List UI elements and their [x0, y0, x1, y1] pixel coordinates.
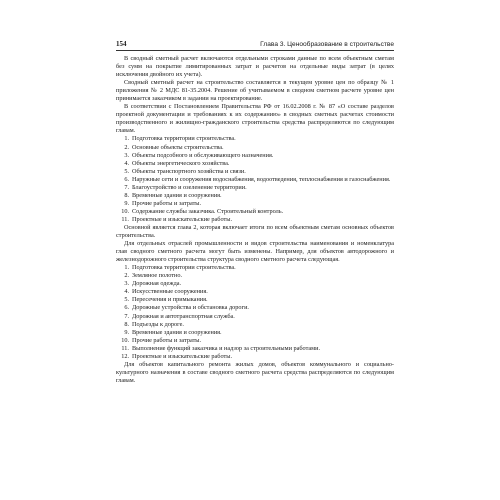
- chapter-title: Глава 3. Ценообразование в строительстве: [260, 41, 394, 48]
- list-item-number: 4.: [124, 288, 129, 296]
- list-item-number: 2.: [124, 143, 129, 151]
- list-item-text: Дорожная одежда.: [132, 280, 182, 288]
- paragraph-4: Основной является глава 2, которая включает итоги по всем объектным сметам основных объектов строительства.: [116, 223, 394, 240]
- page-number: 154: [116, 40, 127, 48]
- running-header: [116, 40, 394, 51]
- paragraph-1: В сводный сметный расчет включаются отдельными строками данные по всем объектным сметам без сумм на покрытие лимитированных затрат и расчетов на отдельные виды затрат (в целях исключения двойного их учета).: [116, 55, 394, 79]
- list-item-number: 6.: [124, 175, 129, 183]
- list-item: [116, 329, 394, 337]
- list-item-text: Проектные и изыскательские работы.: [132, 215, 233, 223]
- book-page: [116, 40, 394, 385]
- list-item-text: Дорожные устройства и обстановка дороги.: [132, 304, 249, 312]
- list-item-text: Прочие работы и затраты.: [132, 199, 202, 207]
- list-item: [116, 288, 394, 296]
- paragraph-5: Для отдельных отраслей промышленности и видов строительства наименования и номенклатура глав сводного сметного расчета могут быть изменены. Например, для объектов автодорожного и железнодорожного строительства структура сводного сметного расчета следующая.: [116, 240, 394, 264]
- list-item: [116, 176, 394, 184]
- list-item-number: 3.: [124, 151, 129, 159]
- list-item-number: 4.: [124, 159, 129, 167]
- list-item-text: Временные здания и сооружения.: [132, 191, 222, 199]
- paragraph-3: В соответствии с Постановлением Правительства РФ от 16.02.2008 г. № 87 «О составе разделов проектной документации и требованиях к их содержанию» в сводных сметных расчетах стоимости производственного и жилищно-гражданского строительства средства распределяются по следующим главам.: [116, 103, 394, 135]
- list-item-text: Благоустройство и озеленение территории.: [132, 183, 247, 191]
- list-item-number: 11.: [121, 344, 129, 352]
- list-item-number: 5.: [124, 167, 129, 175]
- list-item-number: 7.: [124, 312, 129, 320]
- list-item-number: 12.: [121, 352, 129, 360]
- list-item-number: 9.: [124, 328, 129, 336]
- list-item: [116, 168, 394, 176]
- list-item-number: 11.: [121, 215, 129, 223]
- list-item-text: Временные здания и сооружения.: [132, 328, 222, 336]
- paragraph-2: Сводный сметный расчет на строительство составляется в текущем уровне цен по образцу № 1 приложения № 2 МДС 81-35.2004. Решение об учитываемом в сводном сметном расчете уровне цен принимается заказчиком в задании на проектирование.: [116, 79, 394, 103]
- list-item: [116, 345, 394, 353]
- list-item-number: 1.: [124, 135, 129, 143]
- list-item-text: Подъезды к дороге.: [132, 320, 184, 328]
- list-item: [116, 280, 394, 288]
- list-item-text: Прочие работы и затраты.: [132, 336, 202, 344]
- list-item-text: Проектные и изыскательские работы.: [132, 352, 233, 360]
- list-item-number: 7.: [124, 183, 129, 191]
- list-item-number: 10.: [121, 207, 129, 215]
- list-item: [116, 353, 394, 361]
- list-item: [116, 272, 394, 280]
- list-item-number: 10.: [121, 336, 129, 344]
- list-item-text: Искусственные сооружения.: [132, 288, 208, 296]
- list-item-text: Объекты подсобного и обслуживающего назначения.: [132, 151, 274, 159]
- list-item-number: 3.: [124, 280, 129, 288]
- list-item-number: 6.: [124, 304, 129, 312]
- list-item: [116, 321, 394, 329]
- list-item: [116, 152, 394, 160]
- chapter-list-road: [116, 264, 394, 361]
- list-item: [116, 208, 394, 216]
- list-item: [116, 313, 394, 321]
- list-item-text: Подготовка территории строительства.: [132, 135, 236, 143]
- list-item-text: Объекты транспортного хозяйства и связи.: [132, 167, 246, 175]
- list-item: [116, 216, 394, 224]
- list-item: [116, 296, 394, 304]
- list-item-number: 1.: [124, 264, 129, 272]
- list-item-number: 5.: [124, 296, 129, 304]
- list-item-text: Дорожная и автотранспортная служба.: [132, 312, 235, 320]
- list-item-text: Пересечения и примыкания.: [132, 296, 208, 304]
- list-item: [116, 135, 394, 143]
- list-item-text: Содержание службы заказчика. Строительный контроль.: [132, 207, 284, 215]
- chapter-list-general: [116, 135, 394, 224]
- list-item-text: Выполнение функций заказчика и надзор за строительными работами.: [132, 344, 321, 352]
- list-item: [116, 192, 394, 200]
- list-item-number: 2.: [124, 272, 129, 280]
- list-item: [116, 160, 394, 168]
- list-item: [116, 184, 394, 192]
- list-item: [116, 337, 394, 345]
- paragraph-6: Для объектов капитального ремонта жилых домов, объектов коммунального и социально-культурного назначения в составе сводного сметного расчета средства распределяются по следующим главам.: [116, 360, 394, 384]
- list-item: [116, 144, 394, 152]
- list-item-text: Подготовка территории строительства.: [132, 264, 236, 272]
- list-item-text: Наружные сети и сооружения водоснабжения, водоотведения, теплоснабжения и газоснабжения.: [132, 175, 391, 183]
- list-item-number: 8.: [124, 320, 129, 328]
- list-item: [116, 200, 394, 208]
- list-item-text: Основные объекты строительства.: [132, 143, 224, 151]
- list-item-text: Объекты энергетического хозяйства.: [132, 159, 230, 167]
- list-item: [116, 264, 394, 272]
- list-item-number: 9.: [124, 199, 129, 207]
- list-item-text: Земляное полотно.: [132, 272, 183, 280]
- list-item-number: 8.: [124, 191, 129, 199]
- list-item: [116, 304, 394, 312]
